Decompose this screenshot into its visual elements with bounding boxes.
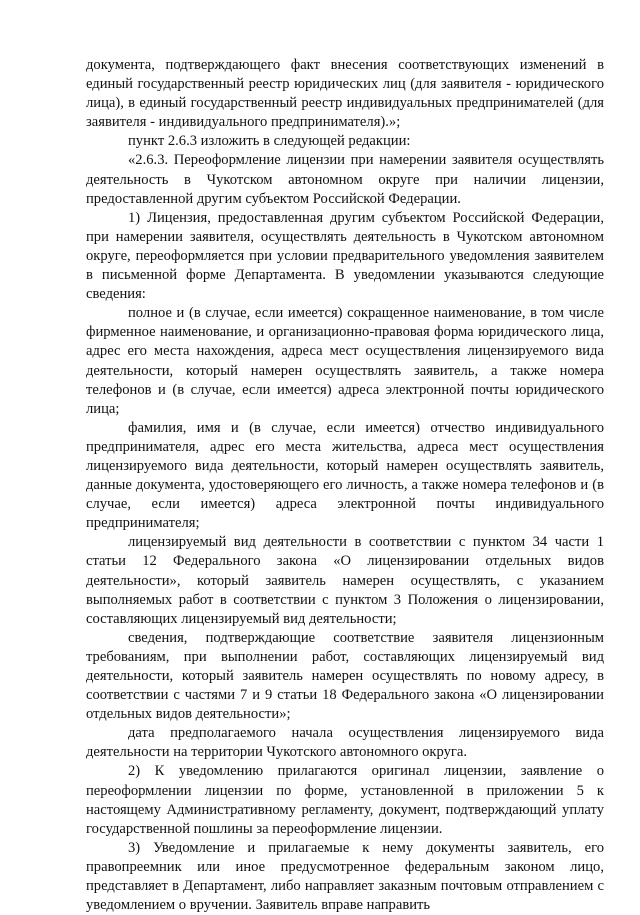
paragraph-item-1-activity-type: лицензируемый вид деятельности в соответствии с пунктом 34 части 1 статьи 12 Федерального закона «О лицензировании отдельных видов деятельности», который заявитель намерен осуществлять, с указанием выполняемых работ в соответствии с пунктом 3 Положения о лицензировании, составляющих лицензируемый вид деятельности; — [86, 534, 604, 627]
paragraph-2-6-3: «2.6.3. Переоформление лицензии при намерении заявителя осуществлять деятельность в Чукотском автономном округе при наличии лицензии, предоставленной другим субъектом Российской Федерации. — [86, 152, 604, 207]
paragraph-item-1-start-date: дата предполагаемого начала осуществления лицензируемого вида деятельности на территории Чукотского автономного округа. — [86, 725, 604, 761]
document-page — [86, 56, 604, 915]
paragraph-item-2: 2) К уведомлению прилагаются оригинал лицензии, заявление о переоформлении лицензии по форме, установленной в приложении 5 к настоящему Административному регламенту, документ, подтверждающий уплату государственной пошлины за переоформление лицензии. — [86, 763, 604, 837]
paragraph-item-1-legal-entity: полное и (в случае, если имеется) сокращенное наименование, в том числе фирменное наименование, и организационно-правовая форма юридического лица, адрес его места нахождения, адреса мест осуществления лицензируемого вида деятельности, который намерен осуществлять заявитель, а также номера телефонов и (в случае, если имеется) адреса электронной почты юридического лица; — [86, 305, 604, 417]
paragraph-point-intro: пункт 2.6.3 изложить в следующей редакции: — [128, 133, 411, 150]
paragraph-item-1-entrepreneur: фамилия, имя и (в случае, если имеется) отчество индивидуального предпринимателя, адрес его места жительства, адреса мест осуществления лицензируемого вида деятельности, который намерен осуществлять заявитель, данные документа, удостоверяющего его личность, а также номера телефонов и (в случае, если имеется) адреса электронной почты индивидуального предпринимателя; — [86, 419, 604, 532]
paragraph-continuation: документа, подтверждающего факт внесения соответствующих изменений в единый государственный реестр юридических лиц (для заявителя - юридического лица), в единый государственный реестр индивидуальных предпринимателей (для заявителя - индивидуального предпринимателя).»; — [86, 57, 604, 131]
paragraph-item-1: 1) Лицензия, предоставленная другим субъектом Российской Федерации, при намерении заявителя, осуществлять деятельность в Чукотском автономном округе, переоформляется при условии предварительного уведомления заявителем в письменной форме Департамента. В уведомлении указываются следующие сведения: — [86, 209, 604, 303]
paragraph-item-3: 3) Уведомление и прилагаемые к нему документы заявитель, его правопреемник или иное предусмотренное федеральным законом лицо, представляет в Департамент, либо направляет заказным почтовым отправлением с уведомлением о вручении. Заявитель вправе направить — [86, 839, 604, 914]
paragraph-item-1-compliance: сведения, подтверждающие соответствие заявителя лицензионным требованиям, при выполнении работ, составляющих лицензируемый вид деятельности, который заявитель намерен осуществлять по новому адресу, в соответствии с частями 7 и 9 статьи 18 Федерального закона «О лицензировании отдельных видов деятельности»; — [86, 629, 604, 723]
